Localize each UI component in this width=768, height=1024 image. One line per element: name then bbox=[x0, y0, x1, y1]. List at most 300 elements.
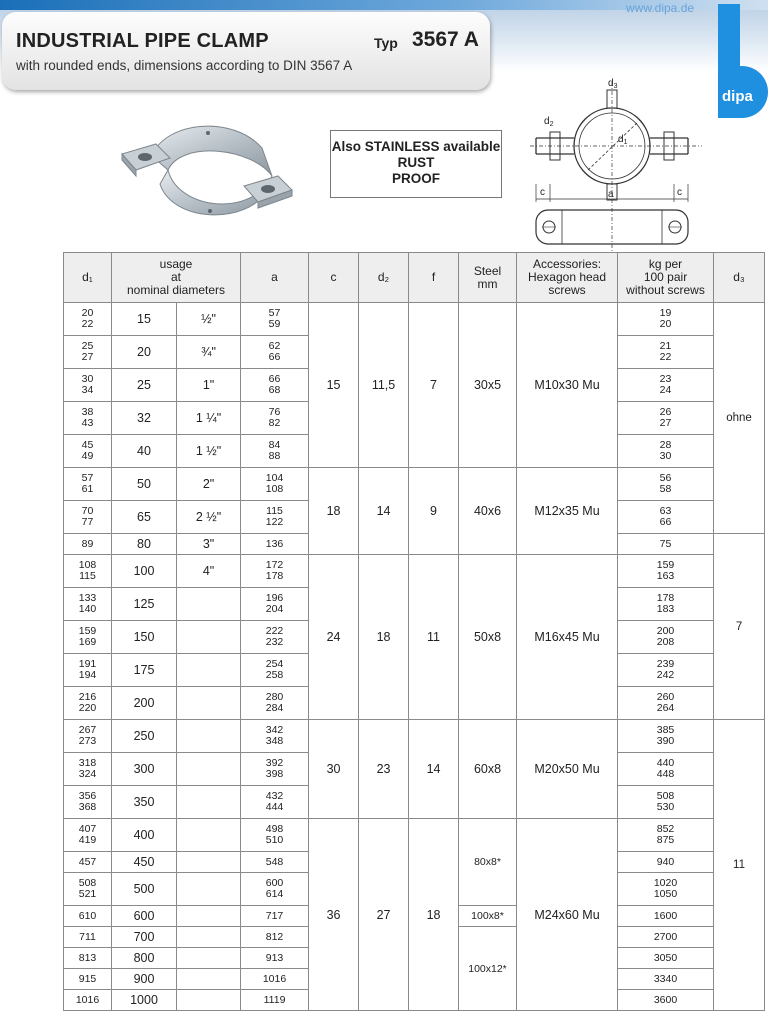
cell-nominal-dn: 450 bbox=[112, 852, 177, 873]
cell-d1-value: 1016 bbox=[75, 993, 100, 1006]
cell-nominal-inch: 1 ½" bbox=[177, 435, 241, 468]
cell-kg bbox=[618, 435, 714, 468]
cell-d1 bbox=[64, 369, 112, 402]
cell-a-value: 1016 bbox=[262, 972, 287, 985]
cell-a bbox=[241, 906, 309, 927]
page-title: INDUSTRIAL PIPE CLAMP bbox=[16, 30, 269, 52]
table-row bbox=[64, 555, 765, 588]
cell-f: 9 bbox=[409, 468, 459, 555]
cell-a-value: 614 bbox=[265, 888, 284, 900]
cell-kg bbox=[618, 687, 714, 720]
label-c-right: c bbox=[677, 187, 682, 198]
cell-a-value: 510 bbox=[265, 834, 284, 846]
cell-a-value: 88 bbox=[268, 450, 281, 462]
cell-a-value: 342 bbox=[265, 724, 284, 736]
cell-d1-value: 133 bbox=[78, 592, 97, 604]
cell-kg bbox=[618, 501, 714, 534]
cell-kg bbox=[618, 969, 714, 990]
label-a: a bbox=[608, 189, 614, 200]
cell-kg bbox=[618, 948, 714, 969]
cell-kg-value: 385 bbox=[656, 724, 675, 736]
cell-a-value: 84 bbox=[268, 439, 281, 451]
cell-a-value: 600 bbox=[265, 877, 284, 889]
cell-screw: M20x50 Mu bbox=[517, 720, 618, 819]
cell-kg-value: 508 bbox=[656, 790, 675, 802]
header-kg-line: 100 pair bbox=[643, 270, 688, 284]
cell-nominal-dn: 32 bbox=[112, 402, 177, 435]
cell-a-value: 66 bbox=[268, 373, 281, 385]
cell-nominal-inch bbox=[177, 906, 241, 927]
cell-a-value: 59 bbox=[268, 318, 281, 330]
cell-nominal-dn: 15 bbox=[112, 303, 177, 336]
cell-kg-value: 440 bbox=[656, 757, 675, 769]
cell-d1 bbox=[64, 948, 112, 969]
cell-nominal-inch bbox=[177, 621, 241, 654]
cell-a-value: 432 bbox=[265, 790, 284, 802]
cell-a-value: 498 bbox=[265, 823, 284, 835]
cell-kg bbox=[618, 303, 714, 336]
header-d2: d₂ bbox=[359, 253, 409, 303]
cell-nominal-inch bbox=[177, 852, 241, 873]
title-card bbox=[2, 12, 490, 90]
cell-nominal-inch bbox=[177, 819, 241, 852]
cell-a-value: 444 bbox=[265, 801, 284, 813]
cell-a-value: 222 bbox=[265, 625, 284, 637]
cell-nominal-inch bbox=[177, 990, 241, 1011]
cell-kg-value: 20 bbox=[659, 318, 672, 330]
cell-kg bbox=[618, 906, 714, 927]
cell-d1 bbox=[64, 534, 112, 555]
cell-a bbox=[241, 969, 309, 990]
cell-kg bbox=[618, 468, 714, 501]
cell-d1 bbox=[64, 336, 112, 369]
cell-kg-value: 390 bbox=[656, 735, 675, 747]
cell-kg-value: 530 bbox=[656, 801, 675, 813]
header-accessories bbox=[517, 253, 618, 303]
cell-d1 bbox=[64, 990, 112, 1011]
cell-d1-value: 70 bbox=[81, 505, 94, 517]
cell-a-value: 548 bbox=[265, 855, 284, 868]
cell-nominal-inch bbox=[177, 927, 241, 948]
cell-nominal-inch bbox=[177, 786, 241, 819]
header-usage-line: usage bbox=[159, 257, 193, 271]
cell-kg bbox=[618, 534, 714, 555]
cell-kg bbox=[618, 786, 714, 819]
technical-drawing bbox=[526, 74, 718, 252]
cell-d1 bbox=[64, 873, 112, 906]
cell-c: 30 bbox=[309, 720, 359, 819]
header-c: c bbox=[309, 253, 359, 303]
cell-c: 24 bbox=[309, 555, 359, 720]
label-c-left: c bbox=[540, 187, 545, 198]
cell-nominal-dn: 50 bbox=[112, 468, 177, 501]
cell-a-value: 1119 bbox=[263, 993, 286, 1006]
header-d1: d₁ bbox=[64, 253, 112, 303]
table-row bbox=[64, 720, 765, 753]
cell-a-value: 348 bbox=[265, 735, 284, 747]
cell-kg-value: 1600 bbox=[653, 909, 678, 922]
pipe-clamp-image bbox=[112, 118, 300, 226]
cell-a-value: 68 bbox=[268, 384, 281, 396]
cell-kg-value: 183 bbox=[656, 603, 675, 615]
type-value: 3567 A bbox=[412, 28, 479, 51]
cell-a bbox=[241, 786, 309, 819]
cell-d1-value: 711 bbox=[79, 930, 96, 943]
cell-nominal-dn: 175 bbox=[112, 654, 177, 687]
cell-steel: 100x12* bbox=[459, 927, 517, 1011]
cell-nominal-dn: 25 bbox=[112, 369, 177, 402]
cell-d1-value: 368 bbox=[78, 801, 97, 813]
cell-d1 bbox=[64, 927, 112, 948]
stainless-notice bbox=[330, 130, 502, 198]
cell-nominal-dn: 100 bbox=[112, 555, 177, 588]
cell-nominal-dn: 500 bbox=[112, 873, 177, 906]
cell-d1-value: 115 bbox=[79, 570, 96, 582]
notice-line-2: RUST bbox=[397, 155, 435, 170]
cell-a bbox=[241, 501, 309, 534]
cell-a bbox=[241, 948, 309, 969]
dimension-table bbox=[63, 252, 765, 1011]
cell-d1-value: 27 bbox=[81, 351, 94, 363]
cell-nominal-inch bbox=[177, 753, 241, 786]
cell-nominal-dn: 20 bbox=[112, 336, 177, 369]
table-row bbox=[64, 303, 765, 336]
cell-nominal-dn: 800 bbox=[112, 948, 177, 969]
cell-kg-value: 448 bbox=[656, 768, 675, 780]
header-accessories-line: Hexagon head bbox=[527, 270, 607, 284]
cell-kg-value: 852 bbox=[656, 823, 675, 835]
cell-d1-value: 419 bbox=[78, 834, 97, 846]
cell-a-value: 812 bbox=[265, 930, 284, 943]
cell-d1-value: 318 bbox=[78, 757, 97, 769]
cell-d2: 18 bbox=[359, 555, 409, 720]
cell-nominal-dn: 400 bbox=[112, 819, 177, 852]
cell-d1 bbox=[64, 687, 112, 720]
cell-d1-value: 220 bbox=[78, 702, 97, 714]
cell-d2: 23 bbox=[359, 720, 409, 819]
cell-a bbox=[241, 555, 309, 588]
cell-a bbox=[241, 852, 309, 873]
cell-d1 bbox=[64, 753, 112, 786]
cell-d1 bbox=[64, 435, 112, 468]
label-d2: $d_2$ bbox=[544, 116, 554, 128]
cell-d1-value: 61 bbox=[81, 483, 94, 495]
cell-kg-value: 19 bbox=[659, 307, 672, 319]
header-steel-line: mm bbox=[477, 276, 498, 291]
cell-a bbox=[241, 588, 309, 621]
cell-a-value: 280 bbox=[265, 691, 284, 703]
cell-screw: M12x35 Mu bbox=[517, 468, 618, 555]
cell-kg-value: 208 bbox=[656, 636, 675, 648]
cell-a bbox=[241, 336, 309, 369]
cell-nominal-dn: 150 bbox=[112, 621, 177, 654]
cell-kg bbox=[618, 819, 714, 852]
cell-kg-value: 3340 bbox=[653, 972, 678, 985]
cell-d1 bbox=[64, 468, 112, 501]
cell-a bbox=[241, 621, 309, 654]
cell-kg-value: 24 bbox=[659, 384, 672, 396]
cell-a bbox=[241, 303, 309, 336]
cell-d1 bbox=[64, 654, 112, 687]
cell-kg-value: 239 bbox=[656, 658, 675, 670]
cell-steel: 100x8* bbox=[459, 906, 517, 927]
cell-a-value: 204 bbox=[265, 603, 284, 615]
cell-a-value: 196 bbox=[265, 592, 284, 604]
cell-kg-value: 200 bbox=[656, 625, 675, 637]
cell-kg-value: 1020 bbox=[653, 877, 678, 889]
cell-a-value: 108 bbox=[265, 483, 284, 495]
cell-a bbox=[241, 435, 309, 468]
cell-kg-value: 159 bbox=[656, 559, 675, 571]
cell-a-value: 172 bbox=[265, 559, 284, 571]
cell-d1-value: 813 bbox=[78, 951, 97, 964]
cell-d1-value: 22 bbox=[81, 318, 94, 330]
cell-kg-value: 58 bbox=[659, 483, 672, 495]
cell-screw: M10x30 Mu bbox=[517, 303, 618, 468]
cell-kg-value: 56 bbox=[659, 472, 672, 484]
cell-a bbox=[241, 534, 309, 555]
cell-a bbox=[241, 402, 309, 435]
cell-nominal-inch: ¾" bbox=[177, 336, 241, 369]
cell-kg bbox=[618, 873, 714, 906]
cell-a bbox=[241, 873, 309, 906]
cell-d1 bbox=[64, 819, 112, 852]
header-kg bbox=[618, 253, 714, 303]
cell-d1-value: 20 bbox=[81, 307, 94, 319]
page-subtitle: with rounded ends, dimensions according to DIN 3567 A bbox=[16, 58, 353, 73]
cell-nominal-dn: 700 bbox=[112, 927, 177, 948]
cell-a bbox=[241, 819, 309, 852]
header-d3: d₃ bbox=[714, 253, 765, 303]
header-accessories-line: screws bbox=[548, 283, 586, 297]
header-steel-line: Steel bbox=[473, 263, 502, 278]
cell-kg bbox=[618, 369, 714, 402]
cell-kg-value: 22 bbox=[659, 351, 672, 363]
header-usage bbox=[112, 253, 241, 303]
cell-nominal-inch bbox=[177, 969, 241, 990]
cell-c: 15 bbox=[309, 303, 359, 468]
cell-kg bbox=[618, 336, 714, 369]
cell-steel: 40x6 bbox=[459, 468, 517, 555]
cell-steel: 50x8 bbox=[459, 555, 517, 720]
cell-a-value: 254 bbox=[265, 658, 284, 670]
cell-nominal-inch: 4" bbox=[177, 555, 241, 588]
cell-d1-value: 457 bbox=[78, 855, 97, 868]
cell-a bbox=[241, 468, 309, 501]
cell-kg bbox=[618, 654, 714, 687]
cell-a-value: 284 bbox=[265, 702, 284, 714]
cell-a-value: 258 bbox=[265, 669, 284, 681]
cell-d1-value: 216 bbox=[78, 691, 97, 703]
cell-a-value: 136 bbox=[265, 537, 284, 550]
cell-d1-value: 57 bbox=[81, 472, 94, 484]
cell-d1 bbox=[64, 402, 112, 435]
cell-d1-value: 273 bbox=[78, 735, 97, 747]
cell-d1-value: 610 bbox=[78, 909, 97, 922]
cell-a-value: 115 bbox=[266, 505, 283, 517]
cell-d1-value: 356 bbox=[78, 790, 97, 802]
cell-d1-value: 159 bbox=[78, 625, 97, 637]
cell-d1 bbox=[64, 906, 112, 927]
cell-kg-value: 242 bbox=[656, 669, 675, 681]
cell-d1 bbox=[64, 303, 112, 336]
type-label: Typ bbox=[374, 35, 398, 51]
table-row bbox=[64, 468, 765, 501]
cell-kg-value: 940 bbox=[656, 855, 675, 868]
header-steel bbox=[459, 253, 517, 303]
cell-a bbox=[241, 990, 309, 1011]
cell-kg-value: 28 bbox=[659, 439, 672, 451]
cell-nominal-inch: 1 ¼" bbox=[177, 402, 241, 435]
cell-nominal-inch bbox=[177, 588, 241, 621]
cell-d1-value: 407 bbox=[78, 823, 97, 835]
table-body bbox=[64, 303, 765, 1011]
header-kg-line: without screws bbox=[626, 283, 705, 297]
cell-d1 bbox=[64, 555, 112, 588]
cell-kg-value: 66 bbox=[659, 516, 672, 528]
cell-kg bbox=[618, 720, 714, 753]
cell-kg bbox=[618, 927, 714, 948]
cell-nominal-dn: 200 bbox=[112, 687, 177, 720]
cell-steel: 60x8 bbox=[459, 720, 517, 819]
cell-a bbox=[241, 369, 309, 402]
cell-nominal-inch bbox=[177, 948, 241, 969]
cell-screw: M16x45 Mu bbox=[517, 555, 618, 720]
cell-nominal-inch: 1" bbox=[177, 369, 241, 402]
cell-kg-value: 27 bbox=[659, 417, 672, 429]
cell-f: 11 bbox=[409, 555, 459, 720]
cell-nominal-dn: 300 bbox=[112, 753, 177, 786]
cell-kg-value: 3600 bbox=[653, 993, 678, 1006]
cell-a-value: 398 bbox=[265, 768, 284, 780]
cell-d1-value: 30 bbox=[81, 373, 94, 385]
header-accessories-line: Accessories: bbox=[533, 257, 602, 271]
cell-d1-value: 194 bbox=[78, 669, 97, 681]
cell-d2: 14 bbox=[359, 468, 409, 555]
cell-d3: 7 bbox=[714, 534, 765, 720]
cell-c: 18 bbox=[309, 468, 359, 555]
cell-a-value: 57 bbox=[268, 307, 281, 319]
cell-a-value: 178 bbox=[265, 570, 284, 582]
cell-kg-value: 63 bbox=[659, 505, 672, 517]
cell-a-value: 717 bbox=[265, 909, 284, 922]
cell-kg-value: 23 bbox=[659, 373, 672, 385]
cell-d2: 27 bbox=[359, 819, 409, 1011]
cell-d1-value: 38 bbox=[81, 406, 94, 418]
cell-f: 14 bbox=[409, 720, 459, 819]
cell-kg-value: 163 bbox=[656, 570, 675, 582]
cell-d1-value: 89 bbox=[81, 537, 94, 550]
cell-a-value: 62 bbox=[268, 340, 281, 352]
cell-nominal-inch bbox=[177, 873, 241, 906]
cell-d1-value: 267 bbox=[78, 724, 97, 736]
cell-a-value: 122 bbox=[265, 516, 284, 528]
cell-nominal-dn: 80 bbox=[112, 534, 177, 555]
cell-a-value: 104 bbox=[265, 472, 284, 484]
cell-kg-value: 21 bbox=[659, 340, 672, 352]
cell-a-value: 76 bbox=[268, 406, 281, 418]
cell-d3: ohne bbox=[714, 303, 765, 534]
cell-kg bbox=[618, 990, 714, 1011]
cell-f: 18 bbox=[409, 819, 459, 1011]
cell-d1-value: 915 bbox=[78, 972, 97, 985]
label-d3: $d_3$ bbox=[608, 78, 618, 90]
cell-a bbox=[241, 720, 309, 753]
cell-d1-value: 43 bbox=[81, 417, 94, 429]
label-d1: $d_1$ bbox=[618, 134, 628, 146]
cell-kg bbox=[618, 402, 714, 435]
notice-line-3: PROOF bbox=[391, 171, 440, 186]
cell-d1-value: 169 bbox=[78, 636, 97, 648]
cell-nominal-dn: 40 bbox=[112, 435, 177, 468]
cell-d1 bbox=[64, 852, 112, 873]
header-usage-line: nominal diameters bbox=[126, 283, 226, 297]
cell-d1 bbox=[64, 969, 112, 990]
cell-d2: 11,5 bbox=[359, 303, 409, 468]
cell-d1 bbox=[64, 501, 112, 534]
cell-d1 bbox=[64, 786, 112, 819]
logo-text: dipa bbox=[722, 88, 753, 105]
cell-kg-value: 875 bbox=[656, 834, 675, 846]
cell-nominal-dn: 900 bbox=[112, 969, 177, 990]
cell-nominal-inch: 2" bbox=[177, 468, 241, 501]
header-f: f bbox=[409, 253, 459, 303]
cell-kg-value: 2700 bbox=[653, 930, 678, 943]
cell-d1-value: 25 bbox=[81, 340, 94, 352]
cell-d1-value: 77 bbox=[81, 516, 94, 528]
cell-kg-value: 30 bbox=[659, 450, 672, 462]
cell-a bbox=[241, 654, 309, 687]
cell-nominal-dn: 350 bbox=[112, 786, 177, 819]
website-link[interactable]: www.dipa.de bbox=[626, 1, 695, 15]
cell-a bbox=[241, 927, 309, 948]
notice-line-1: Also STAINLESS available bbox=[331, 139, 501, 154]
cell-d1-value: 508 bbox=[78, 877, 97, 889]
cell-a bbox=[241, 753, 309, 786]
cell-nominal-inch bbox=[177, 654, 241, 687]
header-kg-line: kg per bbox=[648, 257, 683, 271]
cell-a bbox=[241, 687, 309, 720]
cell-steel: 30x5 bbox=[459, 303, 517, 468]
cell-a-value: 82 bbox=[268, 417, 281, 429]
cell-kg-value: 260 bbox=[656, 691, 675, 703]
cell-a-value: 392 bbox=[265, 757, 284, 769]
cell-d1 bbox=[64, 621, 112, 654]
cell-nominal-dn: 250 bbox=[112, 720, 177, 753]
cell-nominal-dn: 600 bbox=[112, 906, 177, 927]
cell-d1 bbox=[64, 588, 112, 621]
cell-kg bbox=[618, 852, 714, 873]
cell-nominal-dn: 1000 bbox=[112, 990, 177, 1011]
cell-d3: 11 bbox=[714, 720, 765, 1011]
cell-a-value: 232 bbox=[265, 636, 284, 648]
cell-nominal-inch: 3" bbox=[177, 534, 241, 555]
cell-kg-value: 1050 bbox=[653, 888, 678, 900]
cell-screw: M24x60 Mu bbox=[517, 819, 618, 1011]
cell-kg bbox=[618, 588, 714, 621]
cell-d1-value: 108 bbox=[78, 559, 97, 571]
cell-d1-value: 521 bbox=[78, 888, 97, 900]
cell-kg-value: 3050 bbox=[653, 951, 678, 964]
cell-nominal-dn: 125 bbox=[112, 588, 177, 621]
cell-nominal-inch bbox=[177, 720, 241, 753]
cell-kg-value: 264 bbox=[656, 702, 675, 714]
cell-c: 36 bbox=[309, 819, 359, 1011]
header-a: a bbox=[241, 253, 309, 303]
cell-nominal-dn: 65 bbox=[112, 501, 177, 534]
dipa-logo bbox=[718, 4, 768, 116]
cell-kg-value: 178 bbox=[656, 592, 675, 604]
